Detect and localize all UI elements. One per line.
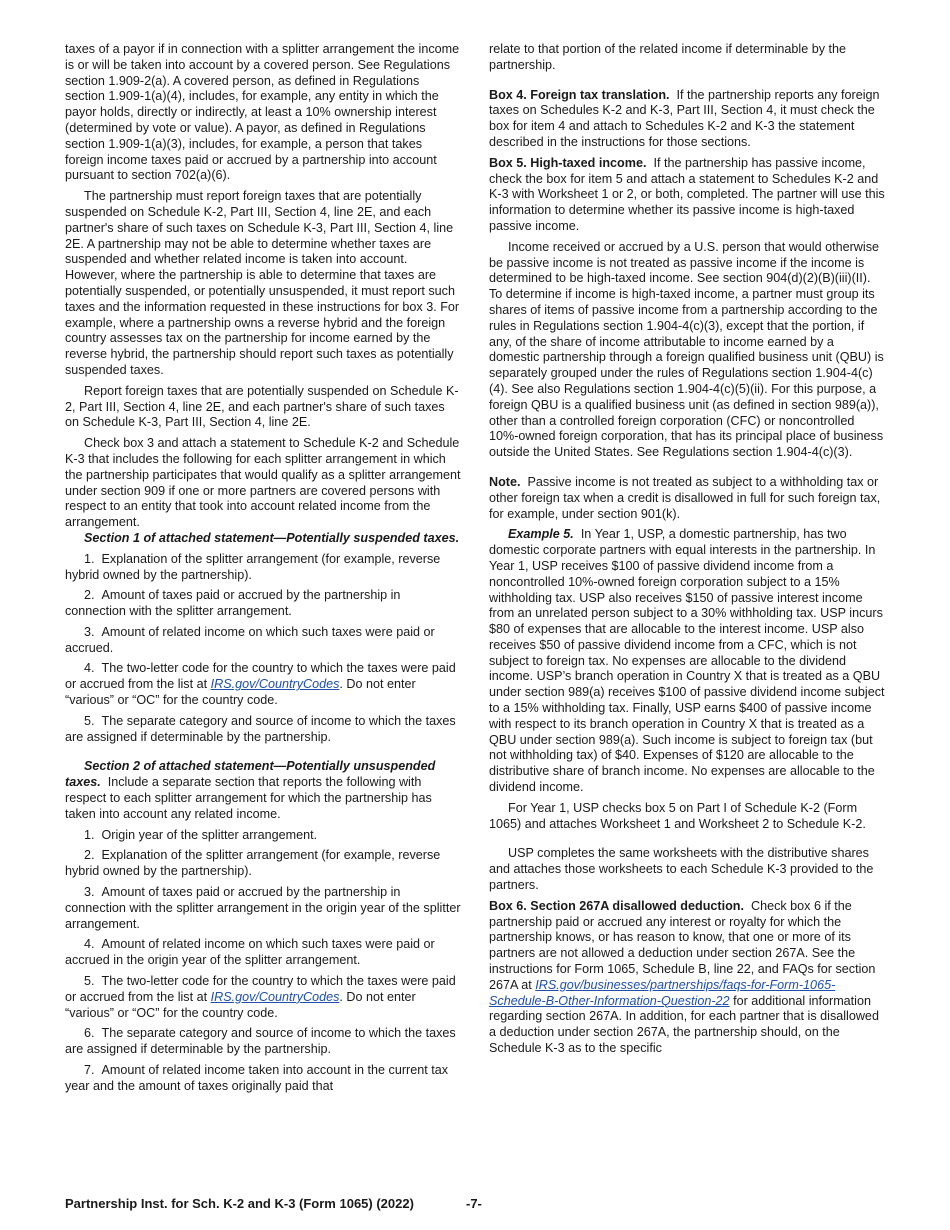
note-body: Passive income is not treated as subject to a withholding tax or other foreign tax when a credit is disallowed in full for such foreign tax, for example, under section 901(k). bbox=[489, 474, 881, 521]
box-4-heading: Box 4. Foreign tax translation. bbox=[489, 87, 670, 102]
section-2-body: Include a separate section that reports the following with respect to each splitter arrangement for which the partnership has taken into account any related income. bbox=[65, 775, 432, 821]
box-6-paragraph bbox=[489, 899, 885, 1057]
right-column bbox=[489, 42, 885, 1057]
example-5-heading: Example 5. bbox=[508, 527, 574, 542]
footer-title: Partnership Inst. for Sch. K-2 and K-3 (Form 1065) (2022) bbox=[65, 1196, 414, 1211]
faqs-267a-link[interactable]: IRS.gov/businesses/partnerships/faqs-for-Form-1065-Schedule-B-Other-Information-Question-22 bbox=[489, 977, 836, 1008]
box-6-heading: Box 6. Section 267A disallowed deduction. bbox=[489, 898, 744, 913]
paragraph-splitter-intro: taxes of a payor if in connection with a splitter arrangement the income is or will be taken into account by a covered person. See Regulations section 1.909-2(a). A covered person, as defined in Regulations section 1.909-1(a)(4), includes, for example, any entity in which the payor holds, directly or indirectly, at least a 10% ownership interest (determined by vote or value). A payor, as defined in Regulations section 1.909-1(a)(3), includes, for example, a person that takes foreign income taxes paid or accrued by a partnership into account pursuant to section 702(a)(6). bbox=[65, 42, 460, 183]
page-number: -7- bbox=[466, 1196, 482, 1211]
country-codes-link[interactable]: IRS.gov/CountryCodes bbox=[210, 989, 340, 1004]
box-5-paragraph bbox=[489, 156, 885, 235]
left-column bbox=[65, 42, 461, 1095]
example-5-paragraph bbox=[489, 527, 885, 796]
paragraph-continuation: relate to that portion of the related income if determinable by the partnership. bbox=[489, 42, 847, 72]
list-item: 2. Explanation of the splitter arrangement (for example, reverse hybrid owned by the partnership). bbox=[65, 848, 441, 879]
list-item: 3. Amount of related income on which such taxes were paid or accrued. bbox=[65, 624, 435, 655]
list-item bbox=[65, 661, 461, 708]
list-item: 1. Origin year of the splitter arrangement. bbox=[84, 827, 318, 842]
box-6-body: Check box 6 if the partnership paid or accrued any interest or royalty for which the partnership knows, or has reason to know, that one or more of its partners are not allowed a deduction under section 267A. See the instructions for Form 1065, Schedule B, line 22, and FAQs for section 267A at bbox=[489, 898, 876, 992]
box-4-body: If the partnership reports any foreign taxes on Schedules K-2 and K-3, Part III, Section 4, it must check the box for item 4 and attach to Schedules K-2 and K-3 the statement described in the instructions for those sections. bbox=[489, 87, 880, 149]
list-item: 1. Explanation of the splitter arrangement (for example, reverse hybrid owned by the partnership). bbox=[65, 551, 441, 582]
section-1-heading-text: Section 1 of attached statement—Potentially suspended taxes. bbox=[84, 530, 460, 545]
note-paragraph bbox=[489, 475, 885, 522]
country-codes-link[interactable]: IRS.gov/CountryCodes bbox=[210, 677, 340, 692]
section-2-paragraph bbox=[65, 759, 461, 822]
note-heading: Note. bbox=[489, 474, 521, 489]
paragraph-high-taxed-income: Income received or accrued by a U.S. person that would otherwise be passive income is not treated as passive income if the income is determined to be high-taxed income. See section 904(d)(2)(B)(iii)(II). To determine if income is high-taxed income, a partner must group its shares of items of passive income from a partnership according to the rules in Regulations section 1.904-4(c)(3), except that the portion, if any, of the share of income attributable to income earned by a domestic partnership through a foreign qualified business unit (QBU) is separately grouped under the rules of Regulations section 1.904-4(c)(4). See also Regulations section 1.904-4(c)(5)(ii). For this purpose, a foreign QBU is a qualified business unit (as defined in section 989(a)), other than a controlled foreign corporation (CFC) or noncontrolled 10%-owned foreign corporation, that has its principal place of business outside the United States. See Regulations section 1.904-4(c)(3). bbox=[489, 239, 884, 460]
list-item bbox=[65, 974, 461, 1021]
paragraph-year-1: For Year 1, USP checks box 5 on Part I of Schedule K-2 (Form 1065) and attaches Worksheet 1 and Worksheet 2 to Schedule K-2. bbox=[489, 800, 866, 831]
list-item-text: . Do not enter “various” or “OC” for the country code. bbox=[65, 677, 416, 708]
list-item: 5. The separate category and source of income to which the taxes are assigned if determinable by the partnership. bbox=[65, 713, 456, 744]
box-5-heading: Box 5. High-taxed income. bbox=[489, 155, 647, 170]
box-4-paragraph bbox=[489, 88, 885, 151]
paragraph-usp-worksheets: USP completes the same worksheets with the distributive shares and attaches those worksheets to each Schedule K-3 provided to the partners. bbox=[489, 846, 874, 893]
paragraph-report-suspended: Report foreign taxes that are potentially suspended on Schedule K-2, Part III, Section 4, line 2E, and each partner's share of such taxes on Schedule K-3, Part III, Section 4, line 2E. bbox=[65, 383, 459, 430]
list-item: 3. Amount of taxes paid or accrued by the partnership in connection with the splitter arrangement in the origin year of the splitter arrangement. bbox=[65, 885, 461, 931]
section-2-heading-text: Section 2 of attached statement—Potentially unsuspended taxes. bbox=[65, 759, 436, 790]
paragraph-report-foreign-taxes: The partnership must report foreign taxes that are potentially suspended on Schedule K-2, Part III, Section 4, line 2E, and each partner's share of such taxes on Schedule K-3, Part III, Section 4, line 2E. A partnership may not be able to determine whether taxes are suspended and whether related income is taken into account. However, where the partnership is able to determine that taxes are potentially suspended, or potentially unsuspended, it must report such taxes and the information requested in these instructions for box 3. For example, where a partnership owns a reverse hybrid and the foreign country assesses tax on the partnership for income earned by the reverse hybrid, the partnership should report such taxes as potentially suspended taxes. bbox=[65, 189, 460, 377]
list-item-text: . Do not enter “various” or “OC” for the country code. bbox=[65, 989, 416, 1020]
list-item-text: 4. The two-letter code for the country to which the taxes were paid or accrued from the list at bbox=[65, 661, 456, 692]
example-5-body: In Year 1, USP, a domestic partnership, has two domestic corporate partners with equal interests in the partnership. In Year 1, USP receives $100 of passive dividend income from a noncontrolled 10%-owned foreign corporation subject to a 15% withholding tax. USP also receives $150 of passive interest income from an unrelated person subject to a 30% withholding tax. USP incurs $80 of expenses that are allocable to the interest income. USP also receives $50 of passive dividend income from a CFC, which is not subject to foreign tax. No expenses are allocable to the dividend income. USP’s branch operation in Country X that is treated as a QBU under section 989(a) receives $100 of passive dividend income subject to a 15% withholding tax. Finally, USP earns $400 of passive income with respect to its branch operation in Country X that is treated as a QBU under section 989(a). Such income is subject to foreign tax (but not withholding tax) of $40. Expenses of $120 are allocable to the distributive share of branch income. No expenses are allocable to the dividend income. bbox=[489, 527, 885, 795]
list-item-text: 5. The two-letter code for the country to which the taxes were paid or accrued from the list at bbox=[65, 974, 456, 1004]
box-5-body: If the partnership has passive income, check the box for item 5 and attach a statement to Schedules K-2 and K-3 with Worksheet 1 or 2, or both, completed. The partner will use this information to determine whether its passive income is high-taxed passive income. bbox=[489, 155, 885, 233]
box-6-body-continued: for additional information regarding section 267A. In addition, for each partner that is disallowed a deduction under section 267A, the partnership should, on the Schedule K-3 as to the specific bbox=[489, 993, 879, 1056]
paragraph-check-box-3: Check box 3 and attach a statement to Schedule K-2 and Schedule K-3 that includes the following for each splitter arrangement in which the partnership participates that would qualify as a splitter arrangement under section 909 if one or more partners are covered persons with respect to an entity that took into account related income from the arrangement. bbox=[65, 436, 461, 530]
list-item: 7. Amount of related income taken into account in the current tax year and the amount of taxes originally paid that bbox=[65, 1063, 449, 1093]
list-item: 2. Amount of taxes paid or accrued by the partnership in connection with the splitter arrangement. bbox=[65, 588, 401, 619]
section-1-heading bbox=[65, 531, 461, 547]
list-item: 6. The separate category and source of income to which the taxes are assigned if determinable by the partnership. bbox=[65, 1026, 456, 1057]
list-item: 4. Amount of related income on which such taxes were paid or accrued in the origin year of the splitter arrangement. bbox=[65, 937, 435, 968]
